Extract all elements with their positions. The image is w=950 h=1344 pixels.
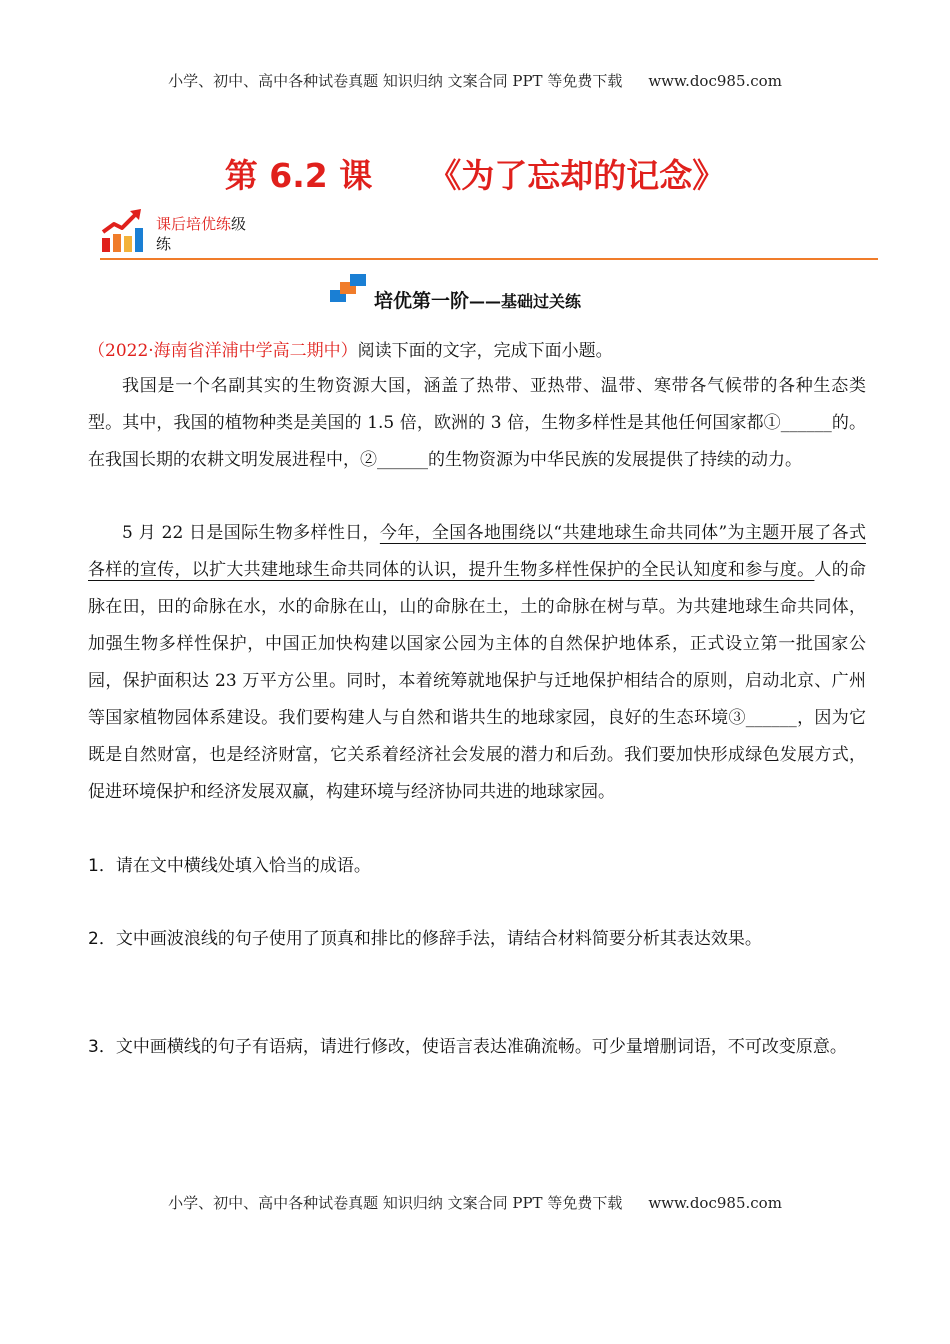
growth-chart-icon [100, 208, 146, 254]
p2-end: 为共建地球生命共同体，加强生物多样性保护，中国正加快构建以国家公园为主体的自然保护地体系，正式设立第一批国家公园，保护面积达 23 万平方公里。同时，本着统筹就地保护与迁地保护相结合的原则，启动北京、广州等国家植物园体系建设。我们要构建人与自然和谐共生的地球家园，良好的生态环境③______，因为它既是自然财富，也是经济财富，它关系着经济社会发展的潜力和后劲。我们要加快形成绿色发展方式，促进环境保护和经济发展双赢，构建环境与经济协同共进的地球家园。 [88, 597, 867, 802]
page-title [0, 150, 950, 197]
source-label: （2022·海南省洋浦中学高二期中） [88, 341, 358, 361]
lesson-number: 第 6.2 课 [224, 156, 373, 195]
section-title-dash: —— [469, 292, 502, 311]
section-title-main: 培优第一阶 [374, 290, 470, 312]
question-2: 2．文中画波浪线的句子使用了顶真和排比的修辞手法，请结合材料简要分析其表达效果。 [88, 929, 762, 949]
header-url[interactable]: www.doc985.com [648, 72, 782, 90]
question-1: 1．请在文中横线处填入恰当的成语。 [88, 856, 371, 876]
p2-start: 5 月 22 日是国际生物多样性日， [122, 523, 380, 543]
page-header [0, 70, 950, 91]
footer-text: 小学、初中、高中各种试卷真题 知识归纳 文案合同 PPT 等免费下载 [168, 1194, 623, 1212]
section-title [374, 286, 581, 313]
tag-black-2: 练 [156, 235, 172, 253]
tag-red: 课后培优练 [156, 215, 232, 233]
footer-url[interactable]: www.doc985.com [648, 1194, 782, 1212]
passage-paragraph-1: 我国是一个名副其实的生物资源大国，涵盖了热带、亚热带、温带、寒带各气候带的各种生态类型。其中，我国的植物种类是美国的 1.5 倍，欧洲的 3 倍，生物多样性是其他任何国家都①______的。在我国长期的农耕文明发展进程中，②______的生物资源为中华民族的发展提供了持续的动力。 [88, 376, 866, 470]
lesson-name: 《为了忘却的记念》 [428, 156, 726, 195]
header-text: 小学、初中、高中各种试卷真题 知识归纳 文案合同 PPT 等免费下载 [168, 72, 623, 90]
question-3: 3．文中画横线的句子有语病，请进行修改，使语言表达准确流畅。可少量增删词语，不可改变原意。 [88, 1037, 847, 1057]
exercise-tag [156, 214, 246, 254]
question-source [88, 336, 613, 361]
tag-black-1: 级 [231, 215, 247, 233]
steps-icon [330, 274, 368, 302]
section-subtitle: 基础过关练 [501, 292, 582, 311]
wavy-sentence: 人的命脉在田，田的命脉在水，水的命脉在山，山的命脉在土，土的命脉在树与草。 [88, 560, 867, 617]
header-divider [100, 258, 878, 260]
source-instruction: 阅读下面的文字，完成下面小题。 [357, 341, 613, 361]
passage-paragraph-2 [88, 515, 866, 811]
page-footer [0, 1192, 950, 1213]
underlined-sentence: 今年，全国各地围绕以“共建地球生命共同体”为主题开展了各式各样的宣传，以扩大共建地球生命共同体的认识，提升生物多样性保护的全民认知度和参与度。 [88, 523, 866, 580]
